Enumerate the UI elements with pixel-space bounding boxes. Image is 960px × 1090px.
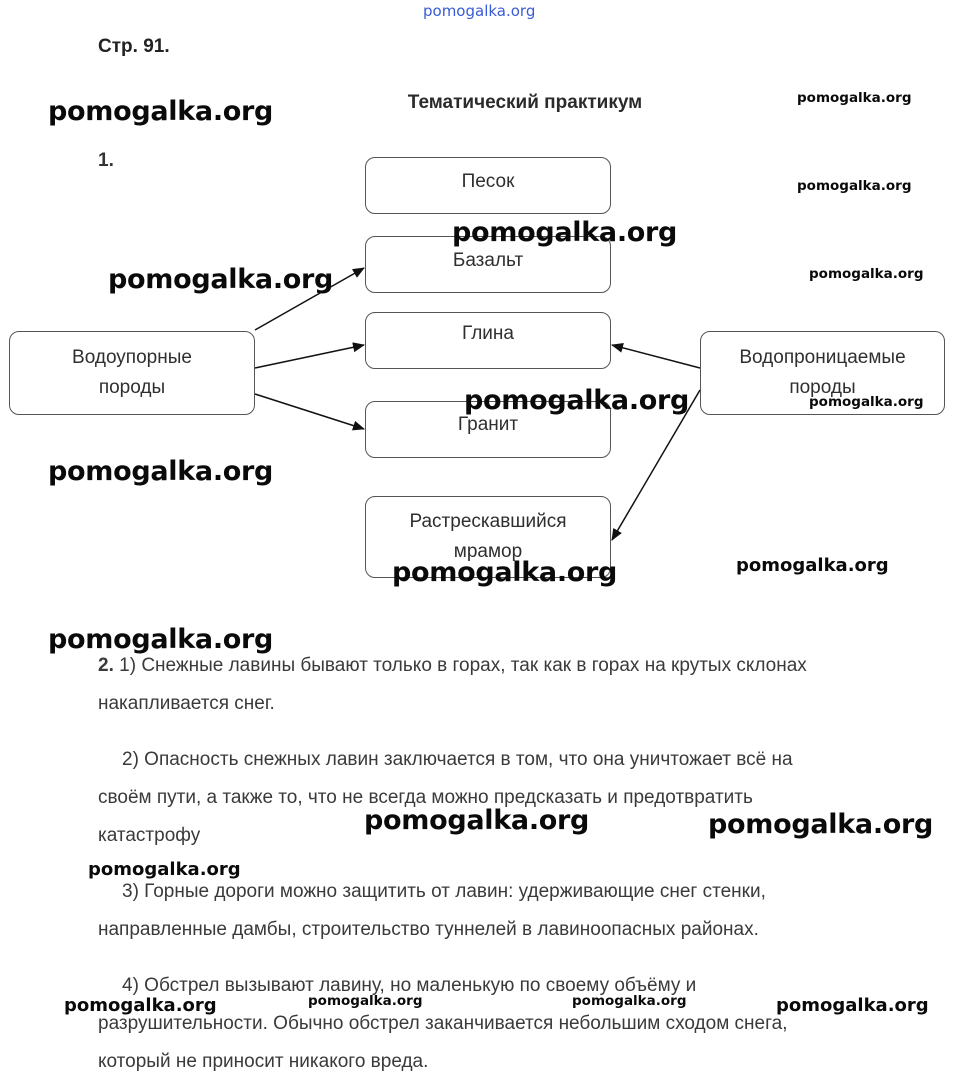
answer-4-line1: 4) Обстрел вызывают лавину, но маленькую по своему объёму и <box>122 975 697 996</box>
rock-label-sand: Песок <box>461 171 515 192</box>
rock-box-sand <box>365 157 611 214</box>
watermark: pomogalka.org <box>797 90 912 106</box>
waterproof-label-line2: породы <box>98 377 166 398</box>
arrow-to-clay <box>255 345 364 368</box>
answer-2-line3: катастрофу <box>98 825 201 846</box>
watermark: pomogalka.org <box>708 809 934 840</box>
watermark: pomogalka.org <box>572 993 687 1009</box>
watermark: pomogalka.org <box>736 555 889 576</box>
watermark: pomogalka.org <box>809 394 924 410</box>
watermark: pomogalka.org <box>797 178 912 194</box>
answer-4-line3: который не приносит никакого вреда. <box>98 1051 429 1072</box>
arrow-to-granite <box>255 394 364 429</box>
watermark: pomogalka.org <box>308 993 423 1009</box>
watermark: pomogalka.org <box>48 456 274 487</box>
top-watermark: pomogalka.org <box>423 2 536 20</box>
permeable-label-line2: породы <box>789 377 856 398</box>
answer-1-line2: накапливается снег. <box>98 693 275 714</box>
watermark: pomogalka.org <box>88 859 241 880</box>
watermark: pomogalka.org <box>809 266 924 282</box>
permeable-label-line1: Водопроницаемые <box>739 347 906 368</box>
rock-label-marble-line2: мрамор <box>453 541 523 562</box>
answer-2-line2: своём пути, а также то, что не всегда можно предсказать и предотвратить <box>98 787 753 808</box>
answer-2-line1: 2) Опасность снежных лавин заключается в том, что она уничтожает всё на <box>122 749 793 770</box>
watermark: pomogalka.org <box>108 264 334 295</box>
watermark: pomogalka.org <box>48 624 274 655</box>
watermark: pomogalka.org <box>452 217 678 248</box>
rock-label-clay: Глина <box>462 323 514 344</box>
answer-1-line1: 1) Снежные лавины бывают только в горах, так как в горах на крутых склонах <box>119 655 807 676</box>
waterproof-label-line1: Водоупорные <box>72 347 192 368</box>
watermark: pomogalka.org <box>364 805 590 836</box>
task-2-number: 2. <box>98 655 114 676</box>
arrow-to-clay-right <box>612 345 700 368</box>
task-2-answer-1 <box>98 647 918 723</box>
answer-4-line2: разрушительности. Обычно обстрел заканчивается небольшим сходом снега, <box>98 1013 788 1034</box>
rock-label-marble-line1: Растрескавшийся <box>409 511 567 532</box>
watermark: pomogalka.org <box>464 385 690 416</box>
rock-label-granite: Гранит <box>457 414 519 435</box>
task-2-answer-4 <box>98 967 918 1081</box>
answer-3-line2: направленные дамбы, строительство туннелей в лавиноопасных районах. <box>98 919 759 940</box>
task-2-answer-3 <box>98 873 918 949</box>
rock-box-clay <box>365 312 611 369</box>
rock-label-basalt: Базальт <box>452 250 524 271</box>
page-title: Тематический практикум <box>407 92 643 113</box>
watermark: pomogalka.org <box>48 96 274 127</box>
page-reference: Стр. 91. <box>98 36 170 57</box>
task-1-number: 1. <box>98 150 114 171</box>
watermark: pomogalka.org <box>392 557 618 588</box>
waterproof-rocks-box <box>9 331 255 415</box>
watermark: pomogalka.org <box>64 995 217 1016</box>
watermark: pomogalka.org <box>776 995 929 1016</box>
answer-3-line1: 3) Горные дороги можно защитить от лавин: удерживающие снег стенки, <box>122 881 766 902</box>
